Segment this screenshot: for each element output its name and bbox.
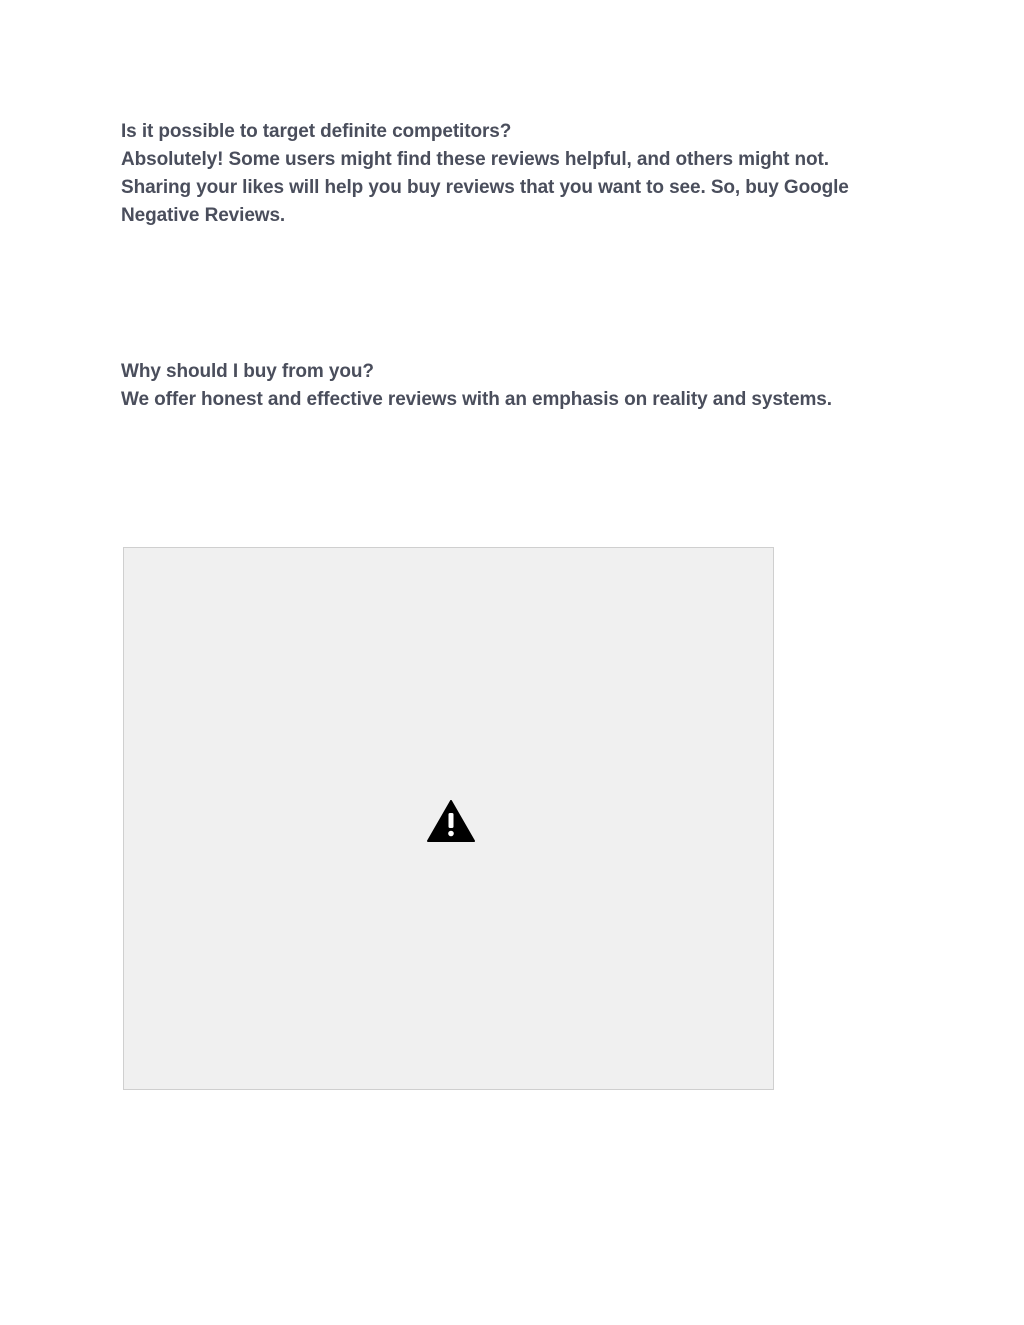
faq-question: Is it possible to target definite competitors? <box>121 121 512 142</box>
faq-question: Why should I buy from you? <box>121 361 374 382</box>
warning-icon <box>427 800 475 842</box>
faq-item <box>121 118 881 230</box>
faq-answer: We offer honest and effective reviews with an emphasis on reality and systems. <box>121 389 832 410</box>
broken-image-placeholder <box>123 547 774 1090</box>
faq-answer: Absolutely! Some users might find these reviews helpful, and others might not. Sharing your likes will help you buy reviews that you want to see. So, buy Google Negative Reviews. <box>121 149 849 226</box>
faq-item <box>121 358 881 414</box>
